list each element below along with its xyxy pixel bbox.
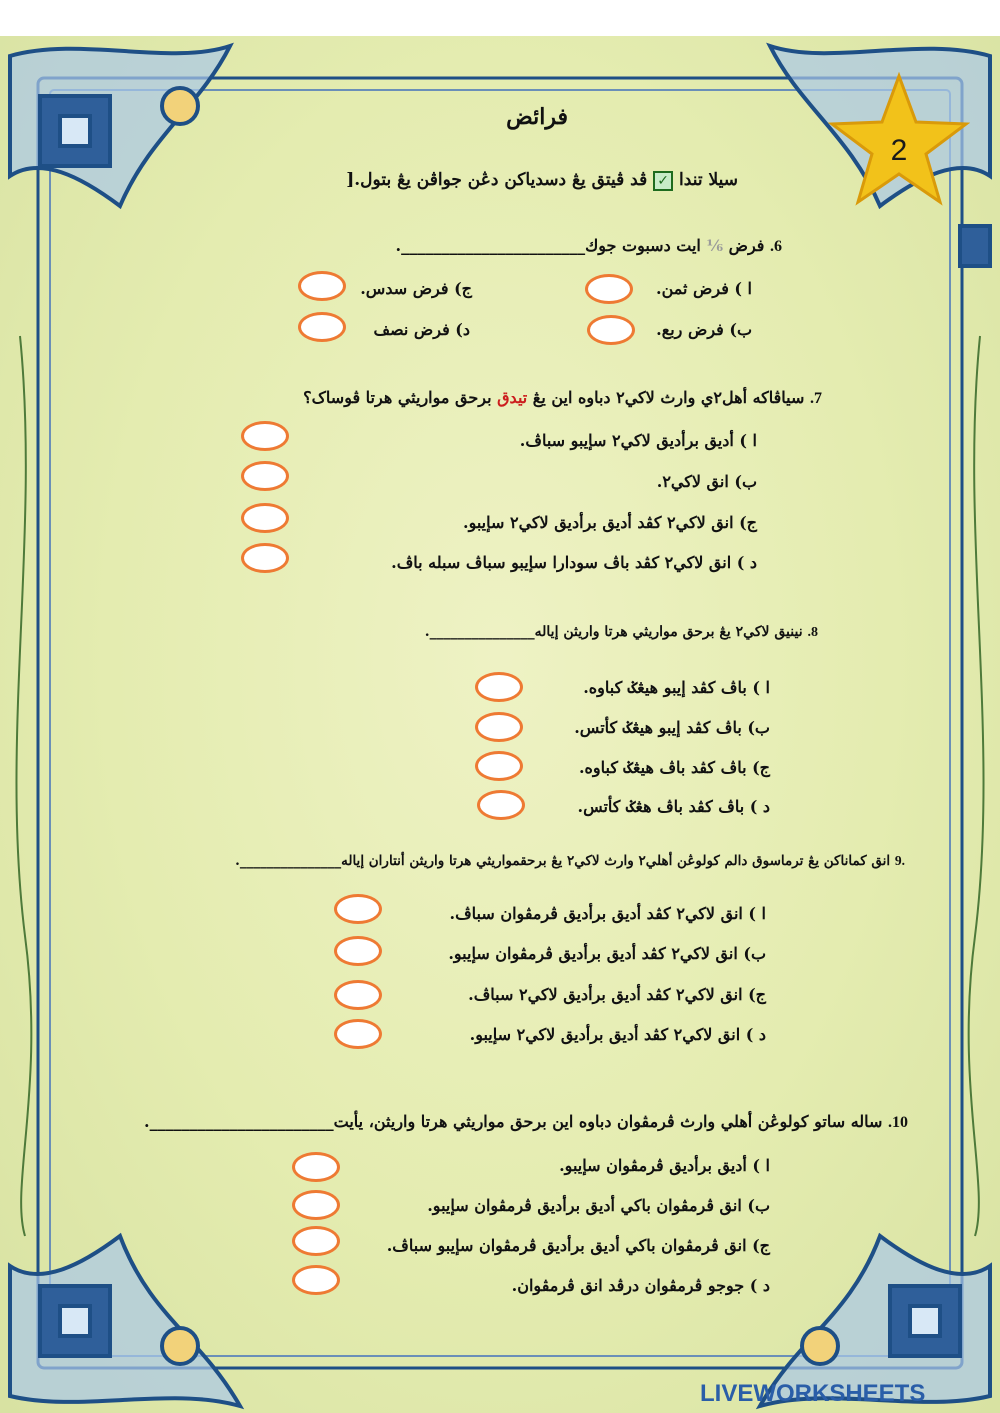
q10-answer-bubble-b[interactable] — [292, 1190, 340, 1220]
question-number: 8. — [807, 625, 818, 640]
question-10 — [144, 1112, 908, 1132]
side-vines — [16, 336, 983, 1236]
fraction-sixth: ⅙ — [706, 236, 724, 255]
q9-option-c: ج) انق لاکي٢ کڤد أديق برأديق لاکي٢ سباڤ. — [468, 985, 766, 1004]
q6-option-d: د) فرض نصف — [373, 320, 470, 339]
q8-answer-bubble-d[interactable] — [477, 790, 525, 820]
q6-answer-bubble-a[interactable] — [585, 274, 633, 304]
q9-answer-bubble-a[interactable] — [334, 894, 382, 924]
instruction-start: سيلا تندا — [679, 170, 738, 190]
star-badge — [828, 72, 970, 208]
q7-option-b: ب) انق لاکي٢. — [656, 472, 757, 491]
q8-answer-bubble-c[interactable] — [475, 751, 523, 781]
instruction-rest: ڤد ڤيتق يڠ دسدياکن دڠن جواڤن يڠ بتول. — [354, 170, 648, 190]
q10-answer-bubble-c[interactable] — [292, 1226, 340, 1256]
question-8 — [425, 624, 818, 641]
question-text: برحق مواريثي هرتا ڤوساک؟ — [303, 388, 492, 407]
question-number: .9 — [894, 853, 905, 868]
question-number: 7. — [810, 390, 822, 407]
question-7 — [303, 388, 822, 408]
q9-option-a: ا ) انق لاکي٢ کڤد أديق برأديق ڤرمڤوان سباڤ. — [449, 904, 766, 923]
q10-option-d: د ) جوجو ڤرمڤوان درڤد انق ڤرمڤوان. — [511, 1276, 770, 1295]
page-title: فرائض — [506, 104, 568, 130]
question-number: 10. — [888, 1114, 908, 1131]
q10-option-c: ج) انق ڤرمڤوان باکي أديق برأديق ڤرمڤوان سإيبو سباڤ. — [386, 1236, 770, 1255]
q6-option-c: ج) فرض سدس. — [360, 279, 472, 298]
q10-option-b: ب) انق ڤرمڤوان باکي أديق برأديق ڤرمڤوان سإيبو. — [427, 1196, 770, 1215]
question-number: 6. — [770, 238, 782, 255]
instruction-line — [346, 170, 738, 191]
q10-answer-bubble-d[interactable] — [292, 1265, 340, 1295]
answer-blank: _______________. — [235, 853, 342, 869]
q7-answer-bubble-a[interactable] — [241, 421, 289, 451]
q8-option-c: ج) باڤ کڤد باڤ هيڠݢ کباوه. — [578, 758, 770, 777]
checkbox-icon: ✓ — [653, 171, 673, 191]
q9-answer-bubble-c[interactable] — [334, 980, 382, 1010]
q7-answer-bubble-d[interactable] — [241, 543, 289, 573]
q9-answer-bubble-b[interactable] — [334, 936, 382, 966]
q7-option-c: ج) انق لاکي٢ کڤد أديق برأديق لاکي٢ سإيبو. — [463, 513, 757, 532]
answer-blank: _______________. — [424, 624, 535, 640]
question-text: انق کماناکن يڠ ترماسوق دالم کولوڠن أهلي٢ وارث لاکي٢ يڠ برحقمواريثي هرتا واريثن أنتاران إياله — [341, 853, 891, 869]
answer-blank: _______________________. — [144, 1112, 334, 1131]
question-text: فرض — [728, 236, 765, 255]
q8-option-d: د ) باڤ کڤد باڤ هڠݢ کأتس. — [577, 797, 770, 816]
badge-number: 2 — [890, 134, 908, 167]
question-text: سياڤاکه أهل٢ي وارث لاکي٢ دباوه اين يڠ — [532, 388, 805, 407]
instruction-bracket: [ — [346, 170, 355, 190]
q8-answer-bubble-b[interactable] — [475, 712, 523, 742]
highlight-word: تيدق — [497, 388, 528, 407]
q6-answer-bubble-d[interactable] — [298, 312, 346, 342]
q6-option-b: ب) فرض ربع. — [656, 320, 752, 339]
q8-option-b: ب) باڤ کڤد إيبو هيڠݢ کأتس. — [574, 718, 770, 737]
q6-answer-bubble-c[interactable] — [298, 271, 346, 301]
q7-option-a: ا ) أديق برأديق لاکي٢ سإيبو سباڤ. — [519, 431, 757, 450]
q7-option-d: د ) انق لاکي٢ کڤد باڤ سودارا سإيبو سباڤ سبله باڤ. — [391, 553, 757, 572]
corner-ornament-top-left — [10, 46, 230, 206]
q9-answer-bubble-d[interactable] — [334, 1019, 382, 1049]
question-text: ايت دسبوت جوك — [585, 236, 701, 255]
q10-option-a: ا ) أديق برأديق ڤرمڤوان سإيبو. — [559, 1156, 770, 1175]
q6-answer-bubble-b[interactable] — [587, 315, 635, 345]
answer-blank: _______________________. — [395, 236, 586, 255]
question-text: نينيق لاکي٢ يڠ برحق مواريثي هرتا واريثن إياله — [534, 624, 803, 640]
q9-option-d: د ) انق لاکي٢ کڤد أديق برأديق لاکي٢ سإيبو. — [469, 1025, 766, 1044]
corner-ornament-bottom-left — [10, 1236, 240, 1406]
q7-answer-bubble-b[interactable] — [241, 461, 289, 491]
q7-answer-bubble-c[interactable] — [241, 503, 289, 533]
q10-answer-bubble-a[interactable] — [292, 1152, 340, 1182]
q9-option-b: ب) انق لاکي٢ کڤد أديق برأديق ڤرمڤوان سإيبو. — [448, 944, 766, 963]
question-text: ساله ساتو کولوڠن أهلي وارث ڤرمڤوان دباوه اين برحق مواريثي هرتا واريثن، يأيت — [333, 1112, 883, 1131]
q8-answer-bubble-a[interactable] — [475, 672, 523, 702]
question-6 — [396, 236, 782, 256]
question-9 — [235, 853, 905, 869]
q6-option-a: ا ) فرض ثمن. — [656, 279, 752, 298]
q8-option-a: ا ) باڤ کڤد إيبو هيڠݢ کباوه. — [583, 678, 770, 697]
liveworksheets-logo: LIVEWORKSHEETS — [700, 1380, 926, 1407]
